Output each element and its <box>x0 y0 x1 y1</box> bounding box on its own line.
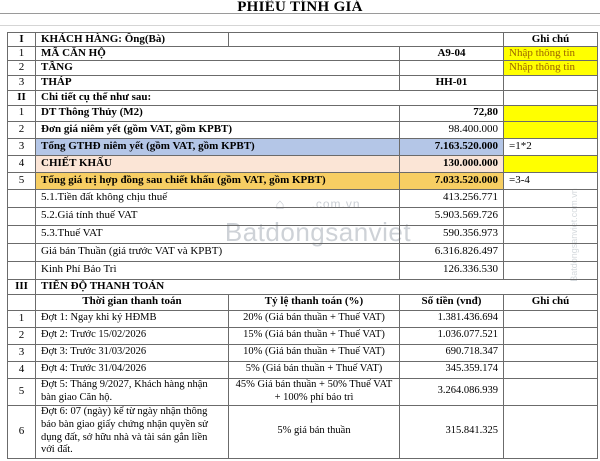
vat-tax-label: 5.3.Thuế VAT <box>36 225 400 243</box>
watermark-domain: .com.vn <box>311 197 361 211</box>
maintenance-fee-label: Kinh Phí Bảo Trì <box>36 261 400 279</box>
formula-note: =3-4 <box>504 172 598 189</box>
tower-value: HH-01 <box>400 75 504 90</box>
note-cell <box>504 105 598 121</box>
vat-base-label: 5.2.Giá tính thuế VAT <box>36 207 400 225</box>
section3-header-row <box>8 279 598 294</box>
discount-label: CHIẾT KHẤU <box>36 155 400 172</box>
table-row <box>8 172 598 189</box>
list-price-value: 98.400.000 <box>400 121 504 138</box>
table-row <box>8 105 598 121</box>
section1-header-row <box>8 33 598 47</box>
row-index: 1 <box>8 105 36 121</box>
table-row <box>8 155 598 172</box>
note-cell: Nhập thông tin <box>504 47 598 61</box>
installment-percent: 20% (Giá bán thuần + Thuế VAT) <box>229 310 400 327</box>
watermark-side: Batdongsanviet.com.vn <box>569 188 579 282</box>
table-row <box>8 121 598 138</box>
note-cell <box>504 225 598 243</box>
row-index <box>8 207 36 225</box>
land-money-value: 413.256.771 <box>400 189 504 207</box>
area-value: 72,80 <box>400 105 504 121</box>
table-row <box>8 189 598 207</box>
row-index <box>8 294 36 310</box>
installment-time: Đợt 6: 07 (ngày) kể từ ngày nhận thông báo bàn giao giấy chứng nhận quyền sử dụng đất, sở hữu nhà và tài sản gắn liền với đất. <box>36 405 229 458</box>
vat-tax-value: 590.356.973 <box>400 225 504 243</box>
payment-schedule-label: TIẾN ĐỘ THANH TOÁN <box>36 279 598 294</box>
installment-time: Đợt 2: Trước 15/02/2026 <box>36 327 229 344</box>
note-cell <box>504 207 598 225</box>
payment-columns-header-row <box>8 294 598 310</box>
row-index <box>8 261 36 279</box>
installment-time: Đợt 3: Trước 31/03/2026 <box>36 344 229 361</box>
watermark-name: Batdongsanviet <box>224 217 412 247</box>
house-icon: ⌂ <box>275 196 286 213</box>
installment-time: Đợt 5: Tháng 9/2027, Khách hàng nhận bàn giao Căn hộ. <box>36 378 229 405</box>
row-index: 6 <box>8 405 36 458</box>
total-list-value-label: Tổng GTHĐ niêm yết (gồm VAT, gồm KPBT) <box>36 138 400 155</box>
note-cell <box>504 90 598 105</box>
note-cell <box>504 261 598 279</box>
table-row <box>8 61 598 75</box>
row-index: III <box>8 279 36 294</box>
net-price-label: Giá bán Thuần (giá trước VAT và KPBT) <box>36 243 400 261</box>
discount-value: 130.000.000 <box>400 155 504 172</box>
net-price-value: 6.316.826.497 <box>400 243 504 261</box>
installment-percent: 45% Giá bán thuần + 50% Thuế VAT + 100% phí bảo trì <box>229 378 400 405</box>
note-cell <box>504 121 598 138</box>
table-row <box>8 225 598 243</box>
table-row <box>8 261 598 279</box>
row-index: 3 <box>8 138 36 155</box>
table-row <box>8 344 598 361</box>
note-cell <box>504 310 598 327</box>
installment-amount: 1.381.436.694 <box>400 310 504 327</box>
note-cell <box>504 189 598 207</box>
note-cell <box>504 344 598 361</box>
row-index: 4 <box>8 361 36 378</box>
table-row <box>8 47 598 61</box>
list-price-label: Đơn giá niêm yết (gồm VAT, gồm KPBT) <box>36 121 400 138</box>
row-index: 1 <box>8 310 36 327</box>
col-header-note: Ghi chú <box>504 294 598 310</box>
page-title: PHIẾU TÍNH GIÁ <box>0 0 600 14</box>
table-row <box>8 138 598 155</box>
price-table <box>7 32 598 459</box>
note-cell <box>504 378 598 405</box>
col-header-percent: Tỷ lệ thanh toán (%) <box>229 294 400 310</box>
blank-row <box>0 14 600 26</box>
row-index: 3 <box>8 344 36 361</box>
row-index: 2 <box>8 61 36 75</box>
row-index: 2 <box>8 121 36 138</box>
vat-base-value: 5.903.569.726 <box>400 207 504 225</box>
row-index: 2 <box>8 327 36 344</box>
note-cell <box>504 327 598 344</box>
formula-note: =1*2 <box>504 138 598 155</box>
table-row <box>8 405 598 458</box>
note-cell <box>504 75 598 90</box>
installment-time: Đợt 4: Trước 31/04/2026 <box>36 361 229 378</box>
row-index <box>8 243 36 261</box>
col-header-time: Thời gian thanh toán <box>36 294 229 310</box>
note-cell <box>504 361 598 378</box>
section2-header-row <box>8 90 598 105</box>
total-list-value: 7.163.520.000 <box>400 138 504 155</box>
row-index <box>8 189 36 207</box>
row-index: 3 <box>8 75 36 90</box>
table-row <box>8 207 598 225</box>
land-money-label: 5.1.Tiền đất không chịu thuế <box>36 189 400 207</box>
empty-cell <box>229 33 504 47</box>
installment-percent: 5% giá bán thuần <box>229 405 400 458</box>
floor-label: TẦNG <box>36 61 400 75</box>
table-row <box>8 75 598 90</box>
maintenance-fee-value: 126.336.530 <box>400 261 504 279</box>
customer-label: KHÁCH HÀNG: Ông(Bà) <box>36 33 229 47</box>
note-cell <box>504 405 598 458</box>
table-row <box>8 361 598 378</box>
installment-percent: 10% (Giá bán thuần + Thuế VAT) <box>229 344 400 361</box>
table-row <box>8 327 598 344</box>
row-index: 5 <box>8 172 36 189</box>
note-cell: Nhập thông tin <box>504 61 598 75</box>
installment-amount: 3.264.086.939 <box>400 378 504 405</box>
row-index: 1 <box>8 47 36 61</box>
table-row <box>8 378 598 405</box>
unit-code-value: A9-04 <box>400 47 504 61</box>
total-after-discount-value: 7.033.520.000 <box>400 172 504 189</box>
table-row <box>8 310 598 327</box>
note-column-header: Ghi chú <box>504 33 598 47</box>
total-after-discount-label: Tổng giá trị hợp đồng sau chiết khấu (gồm VAT, gồm KPBT) <box>36 172 400 189</box>
installment-amount: 345.359.174 <box>400 361 504 378</box>
installment-percent: 5% (Giá bán thuần + Thuế VAT) <box>229 361 400 378</box>
installment-time: Đợt 1: Ngay khi ký HĐMB <box>36 310 229 327</box>
row-index <box>8 225 36 243</box>
note-cell <box>504 155 598 172</box>
unit-code-label: MÃ CĂN HỘ <box>36 47 400 61</box>
col-header-amount: Số tiền (vnđ) <box>400 294 504 310</box>
row-index: II <box>8 90 36 105</box>
installment-amount: 690.718.347 <box>400 344 504 361</box>
row-index: 4 <box>8 155 36 172</box>
installment-amount: 1.036.077.521 <box>400 327 504 344</box>
table-row <box>8 243 598 261</box>
note-cell <box>504 243 598 261</box>
tower-label: THÁP <box>36 75 400 90</box>
detail-section-label: Chi tiết cụ thể như sau: <box>36 90 504 105</box>
installment-percent: 15% (Giá bán thuần + Thuế VAT) <box>229 327 400 344</box>
floor-value <box>400 61 504 75</box>
row-index: 5 <box>8 378 36 405</box>
installment-amount: 315.841.325 <box>400 405 504 458</box>
area-label: DT Thông Thủy (M2) <box>36 105 400 121</box>
row-index: I <box>8 33 36 47</box>
